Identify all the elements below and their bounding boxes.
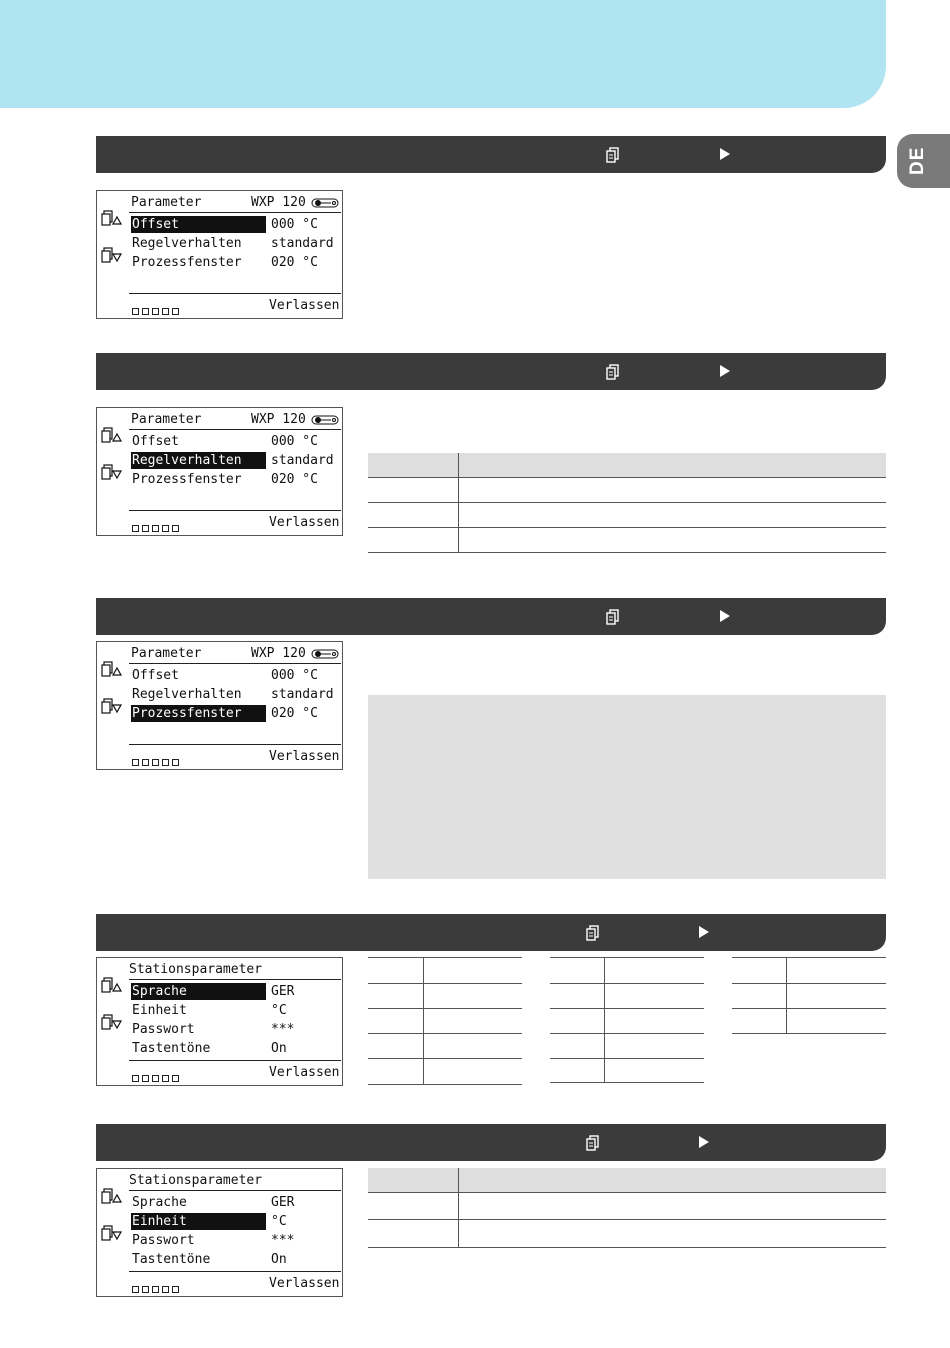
table-rule [368,552,886,553]
row-label: Prozessfenster [132,472,242,487]
row-label: Passwort [132,1022,195,1037]
row-label: Sprache [132,1195,187,1210]
table-rule [368,1192,886,1193]
table-col-divider [604,957,605,1082]
screen-title-row [129,412,341,430]
section-bar-sprache [96,914,886,951]
menu-row-regelverhalten[interactable] [129,452,341,469]
row-value: standard [271,236,334,251]
table-rule [550,1082,704,1083]
scroll-up-icon [101,209,123,229]
row-label: Offset [132,668,179,683]
table-rule [550,983,704,984]
footer-divider [129,744,341,745]
screen-title-row [129,195,341,213]
table-rule [368,477,886,478]
scroll-up-icon [101,660,123,680]
table-rule [550,1008,704,1009]
lcd-screen-prozessfenster [96,641,343,770]
menu-stack-icon [606,609,620,625]
menu-stack-icon [586,1135,600,1151]
page-dots [132,1279,182,1289]
row-value: GER [271,1195,295,1210]
row-label: Tastentöne [132,1041,211,1056]
menu-row-prozessfenster[interactable] [129,471,341,488]
page-dots [132,1068,182,1078]
footer-divider [129,1271,341,1272]
menu-row-offset[interactable] [129,667,341,684]
table-rule [368,527,886,528]
scroll-up-icon [101,426,123,446]
play-arrow-icon [699,926,709,938]
footer-divider [129,293,341,294]
menu-row-offset[interactable] [129,433,341,450]
row-label: Offset [131,216,266,233]
row-label: Tastentöne [132,1252,211,1267]
screen-title: Stationsparameter [129,962,263,977]
row-value: 020 °C [271,255,318,270]
scroll-down-icon [101,1013,123,1033]
table-rule [368,1008,522,1009]
row-label: Passwort [132,1233,195,1248]
table-rule [550,1058,704,1059]
soldering-tool-icon [311,415,339,425]
menu-row-regelverhalten[interactable] [129,235,341,252]
lcd-screen-sprache [96,957,343,1086]
table-rule [732,1008,886,1009]
table-rule [368,502,886,503]
play-arrow-icon [720,610,730,622]
row-value: 000 °C [271,668,318,683]
exit-label[interactable]: Verlassen [269,749,340,764]
row-label: Regelverhalten [132,687,242,702]
menu-stack-icon [606,147,620,163]
menu-row-passwort[interactable] [129,1232,341,1249]
exit-label[interactable]: Verlassen [269,515,340,530]
table-rule [732,1033,886,1034]
row-value: On [271,1252,287,1267]
menu-row-passwort[interactable] [129,1021,341,1038]
row-value: 000 °C [271,434,318,449]
table-rule [368,983,522,984]
table-col-divider [458,1168,459,1247]
lcd-screen-einheit [96,1168,343,1297]
screen-title: Parameter [131,195,202,210]
row-label: Prozessfenster [131,705,266,722]
table-rule [368,1033,522,1034]
row-value: 000 °C [271,217,318,232]
row-value: standard [271,687,334,702]
menu-stack-icon [606,364,620,380]
row-value: GER [271,984,295,999]
menu-stack-icon [586,925,600,941]
screen-title-row [129,646,341,664]
row-value: On [271,1041,287,1056]
row-label: Offset [132,434,179,449]
row-value: *** [271,1022,295,1037]
exit-label[interactable]: Verlassen [269,1276,340,1291]
screen-title-row [129,1173,341,1191]
soldering-tool-icon [311,649,339,659]
table-rule [550,957,704,958]
section-bar-prozessfenster [96,598,886,635]
menu-row-prozessfenster[interactable] [129,705,341,722]
footer-divider [129,1060,341,1061]
screen-title: Parameter [131,646,202,661]
row-label: Regelverhalten [132,236,242,251]
top-banner [0,0,886,108]
menu-row-prozessfenster[interactable] [129,254,341,271]
lcd-screen-offset [96,190,343,319]
menu-row-tastentoene[interactable] [129,1040,341,1057]
row-label: Einheit [132,1003,187,1018]
table-rule [368,1058,522,1059]
table-rule [550,1033,704,1034]
table-rule [368,1084,522,1085]
table-rule [368,1219,886,1220]
device-name: WXP 120 [251,646,306,661]
row-label: Regelverhalten [131,452,266,469]
menu-row-regelverhalten[interactable] [129,686,341,703]
row-label: Prozessfenster [132,255,242,270]
table-rule [368,957,522,958]
soldering-tool-icon [311,198,339,208]
scroll-down-icon [101,697,123,717]
scroll-up-icon [101,976,123,996]
row-label: Sprache [131,983,266,1000]
exit-label[interactable]: Verlassen [269,298,340,313]
play-arrow-icon [699,1136,709,1148]
menu-row-sprache[interactable] [129,1194,341,1211]
row-value: *** [271,1233,295,1248]
screen-title: Stationsparameter [129,1173,263,1188]
row-value: 020 °C [271,706,318,721]
row-value: 020 °C [271,472,318,487]
table-rule [368,1247,886,1248]
footer-divider [129,510,341,511]
menu-row-einheit[interactable] [129,1213,341,1230]
note-box [368,695,886,879]
table-col-divider [786,957,787,1033]
table-rule [732,983,886,984]
section-bar-regelverhalten [96,353,886,390]
table-rule [732,957,886,958]
screen-title: Parameter [131,412,202,427]
page-dots [132,518,182,528]
menu-row-offset[interactable] [129,216,341,233]
play-arrow-icon [720,365,730,377]
device-name: WXP 120 [251,412,306,427]
scroll-up-icon [101,1187,123,1207]
table-col-divider [423,957,424,1084]
table-header [368,453,886,477]
lcd-screen-regelverhalten [96,407,343,536]
section-bar-einheit [96,1124,886,1161]
language-tab-label: DE [907,146,928,176]
scroll-down-icon [101,463,123,483]
row-label: Einheit [131,1213,266,1230]
section-bar-offset [96,136,886,173]
play-arrow-icon [720,148,730,160]
scroll-down-icon [101,1224,123,1244]
language-tab [897,134,950,188]
row-value: standard [271,453,334,468]
page-dots [132,752,182,762]
table-col-divider [458,453,459,552]
scroll-down-icon [101,246,123,266]
table-header [368,1168,886,1192]
menu-row-tastentoene[interactable] [129,1251,341,1268]
row-value: °C [271,1214,287,1229]
exit-label[interactable]: Verlassen [269,1065,340,1080]
menu-row-einheit[interactable] [129,1002,341,1019]
page-dots [132,301,182,311]
row-value: °C [271,1003,287,1018]
screen-title-row [129,962,341,980]
device-name: WXP 120 [251,195,306,210]
menu-row-sprache[interactable] [129,983,341,1000]
